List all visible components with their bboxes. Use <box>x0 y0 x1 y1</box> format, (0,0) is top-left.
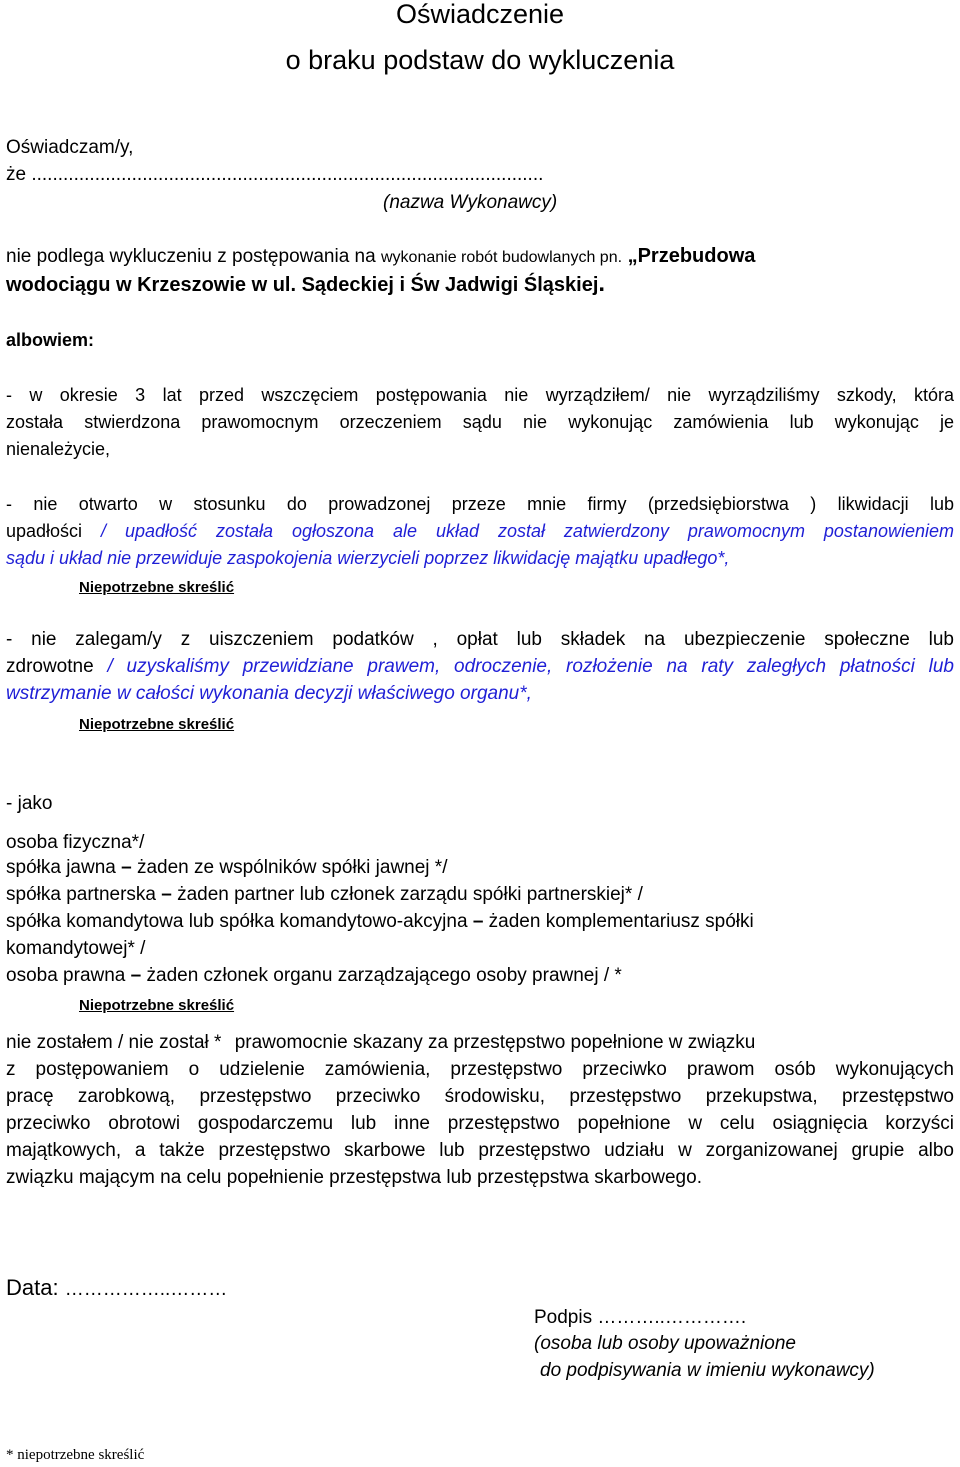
clause4-item <box>6 965 622 987</box>
intro-line3-text: nie podlega wykluczeniu z postępowania na <box>6 246 381 267</box>
clause5-line5: majątkowych, a także przestępstwo skarbowe lub przestępstwo udziału w zorganizowanej grupie albo <box>6 1140 954 1161</box>
clause2-line2-blue: / upadłość została ogłoszona ale układ został zatwierdzony prawomocnym postanowieniem <box>101 521 954 541</box>
clause4-item-text: spółka partnerska <box>6 884 162 905</box>
date-field <box>6 1275 227 1303</box>
clause3-strike-note: Niepotrzebne skreślić <box>79 716 235 733</box>
project-name-period: . <box>598 270 606 297</box>
intro-line4 <box>6 271 605 298</box>
clause3-line1: - nie zalegam/y z uiszczeniem podatków , opłat lub składek na ubezpieczenie społeczne lub <box>6 629 954 650</box>
intro-line3 <box>6 245 755 269</box>
clause3-line3: wstrzymanie w całości wykonania decyzji właściwego organu*, <box>6 683 532 704</box>
clause4-item-dash: – <box>121 857 137 878</box>
intro-line1: Oświadczam/y, <box>6 137 134 158</box>
clause4-item <box>6 911 754 933</box>
clause4-item-text: osoba prawna <box>6 965 131 986</box>
clause4-item <box>6 857 447 879</box>
clause1-line1: - w okresie 3 lat przed wszczęciem postępowania nie wyrządziłem/ nie wyrządziliśmy szkody, która <box>6 385 954 405</box>
page-title-line2: o braku podstaw do wykluczenia <box>285 45 675 75</box>
clause1-line2: została stwierdzona prawomocnym orzeczeniem sądu nie wykonując zamówienia lub wykonując je <box>6 412 954 432</box>
clause2-line1: - nie otwarto w stosunku do prowadzonej przeze mnie firmy (przedsiębiorstwa ) likwidacji lub <box>6 494 954 514</box>
project-name-end: wodociągu w Krzeszowie w ul. Sądeckiej i Św Jadwigi Śląskiej <box>6 274 599 296</box>
signature-field <box>534 1307 746 1329</box>
clause5-line1-a: nie zostałem / nie został * <box>6 1032 227 1053</box>
clause5-line4: przeciwko obrotowi gospodarczemu lub inne przestępstwo popełnione w celu osiągnięcia korzyści <box>6 1113 954 1134</box>
signature-dots: ………..…………. <box>597 1307 747 1328</box>
footnote: * niepotrzebne skreślić <box>6 1447 145 1463</box>
clause4-item <box>6 832 144 854</box>
clause4-item-desc: żaden ze wspólników spółki jawnej */ <box>136 857 448 878</box>
clause3-line2 <box>6 656 954 678</box>
clause3-line2-blue: / uzyskaliśmy przewidziane prawem, odroczenie, rozłożenie na raty zaległych płatności lub <box>107 656 954 677</box>
clause4-item-text: komandytowej* / <box>6 938 146 959</box>
clause4-item <box>6 884 643 906</box>
clause4-item-dash: – <box>130 965 147 986</box>
signature-caption1: (osoba lub osoby upoważnione <box>534 1333 796 1354</box>
project-name-start: „Przebudowa <box>622 245 756 267</box>
clause5-line2: z postępowaniem o udzielenie zamówienia, przestępstwo przeciwko prawom osób wykonujących <box>6 1059 954 1080</box>
date-label: Data: <box>6 1275 65 1300</box>
date-dots: ……………..……… <box>64 1279 228 1300</box>
clause4-item-dash: – <box>161 884 178 905</box>
clause5-line6: związku mającym na celu popełnienie przestępstwa lub przestępstwa skarbowego. <box>6 1167 702 1188</box>
clause4-item-desc: żaden członek organu zarządzającego osoby prawnej / * <box>146 965 622 986</box>
clause4-item-desc: żaden partner lub członek zarządu spółki partnerskiej* / <box>177 884 643 905</box>
clause4-item-text: osoba fizyczna*/ <box>6 832 145 853</box>
clause4-item-dash: – <box>472 911 489 932</box>
clause2-line3: sądu i układ nie przewiduje zaspokojenia wierzycieli poprzez likwidację majątku upadłego*, <box>6 548 730 568</box>
albowiem-label: albowiem: <box>6 330 95 350</box>
intro-line3-small: wykonanie robót budowlanych pn. <box>380 249 623 266</box>
clause2-line2-plain: upadłości <box>6 521 102 541</box>
contractor-name-dotted-field: że ................................................................................................. <box>6 164 544 185</box>
clause2-line2 <box>6 520 954 542</box>
clause4-item-text: spółka jawna <box>6 857 122 878</box>
clause4-item-desc: żaden komplementariusz spółki <box>488 911 754 932</box>
clause4-item <box>6 938 145 960</box>
clause3-line2-plain: zdrowotne <box>6 656 108 677</box>
page-title-line1: Oświadczenie <box>395 0 565 29</box>
clause5-line1-b: prawomocnie skazany za przestępstwo popełnione w związku <box>234 1032 756 1053</box>
signature-caption2: do podpisywania w imieniu wykonawcy) <box>540 1360 875 1381</box>
clause4-item-text: spółka komandytowa lub spółka komandytowo-akcyjna <box>6 911 473 932</box>
clause2-strike-note: Niepotrzebne skreślić <box>79 579 235 596</box>
clause5-line3: pracę zarobkową, przestępstwo przeciwko środowisku, przestępstwo przekupstwa, przestępstwo <box>6 1086 954 1107</box>
signature-label: Podpis <box>534 1307 598 1328</box>
clause1-line3: nienależycie, <box>6 439 111 459</box>
clause5-line1 <box>6 1032 755 1054</box>
clause4-strike-note: Niepotrzebne skreślić <box>79 997 235 1014</box>
clause4-intro: - jako <box>6 793 53 814</box>
contractor-name-caption: (nazwa Wykonawcy) <box>383 192 558 213</box>
